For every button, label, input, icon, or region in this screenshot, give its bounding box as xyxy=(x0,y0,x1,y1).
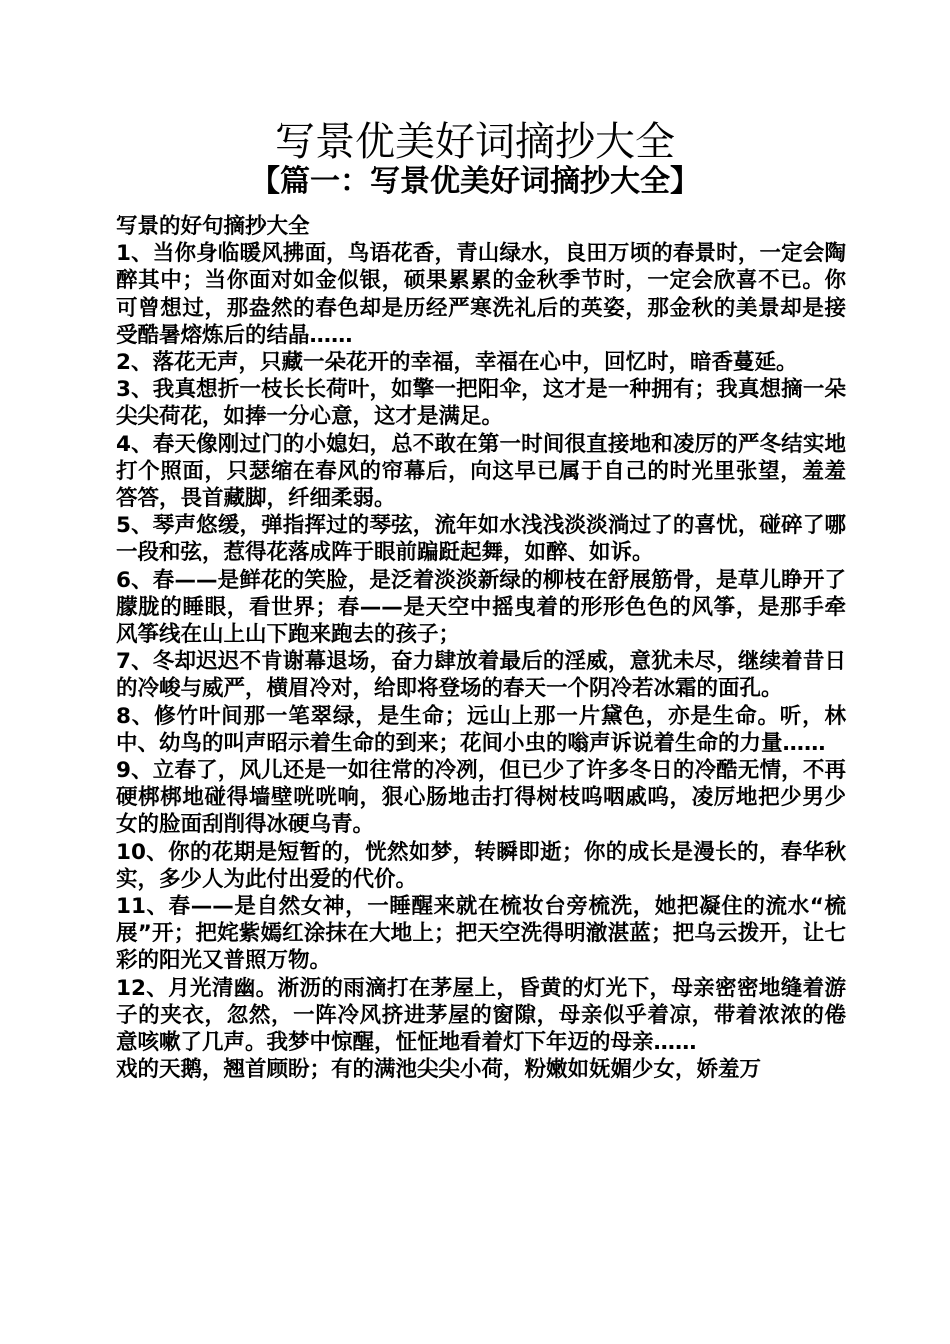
paragraph-4: 4、春天像刚过门的小媳妇，总不敢在第一时间很直接地和凌厉的严冬结实地打个照面，只瑟缩在春风的帘幕后，向这早已属于自己的时光里张望，羞羞答答，畏首藏脚，纤细柔弱。 xyxy=(116,431,846,512)
paragraph-6: 6、春——是鲜花的笑脸，是泛着淡淡新绿的柳枝在舒展筋骨，是草儿睁开了朦胧的睡眼，看世界；春——是天空中摇曳着的形形色色的风筝，是那手牵风筝线在山上山下跑来跑去的孩子； xyxy=(116,567,846,648)
document-body xyxy=(116,213,846,1084)
paragraph-9: 9、立春了，风儿还是一如往常的冷冽，但已少了许多冬日的冷酷无情，不再硬梆梆地碰得墙壁咣咣响，狠心肠地击打得树枝呜咽戚呜，凌厉地把少男少女的脸面刮削得冰硬乌青。 xyxy=(116,758,846,838)
paragraph-7: 7、冬却迟迟不肯谢幕退场，奋力肆放着最后的淫威，意犹未尽，继续着昔日的冷峻与威严，横眉冷对，给即将登场的春天一个阴冷若冰霜的面孔。 xyxy=(116,649,846,702)
paragraph-10: 10、你的花期是短暂的，恍然如梦，转瞬即逝；你的成长是漫长的，春华秋实，多少人为此付出爱的代价。 xyxy=(116,839,846,892)
paragraph-12: 12、月光清幽。淅沥的雨滴打在茅屋上，昏黄的灯光下，母亲密密地缝着游子的夹衣，忽然，一阵冷风挤进茅屋的窗隙，母亲似乎着凉，带着浓浓的倦意咳嗽了几声。我梦中惊醒，怔怔地看着灯下年迈的母亲…… xyxy=(116,975,846,1056)
document-subtitle: 【篇一：写景优美好词摘抄大全】 xyxy=(250,164,700,199)
paragraph-fragment: 戏的天鹅，翘首顾盼；有的满池尖尖小荷，粉嫩如妩媚少女，娇羞万 xyxy=(116,1057,762,1083)
paragraph-5: 5、琴声悠缓，弹指挥过的琴弦，流年如水浅浅淡淡淌过了的喜忧，碰碎了哪一段和弦，惹得花落成阵于眼前蹁跹起舞，如醉、如诉。 xyxy=(116,513,846,566)
paragraph-3: 3、我真想折一枝长长荷叶，如擎一把阳伞，这才是一种拥有；我真想摘一朵尖尖荷花，如捧一分心意，这才是满足。 xyxy=(116,377,846,430)
paragraph-11: 11、春——是自然女神，一睡醒来就在梳妆台旁梳洗，她把凝住的流水“梳展”开；把姹紫嫣红涂抹在大地上；把天空洗得明澈湛蓝；把乌云拨开，让七彩的阳光又普照万物。 xyxy=(116,894,846,974)
section-heading: 写景的好句摘抄大全 xyxy=(116,214,310,239)
paragraph-1: 1、当你身临暖风拂面，鸟语花香，青山绿水，良田万顷的春景时，一定会陶醉其中；当你面对如金似银，硕果累累的金秋季节时，一定会欣喜不已。你可曾想过，那盎然的春色却是历经严寒洗礼后的英姿，那金秋的美景却是接受酷暑熔炼后的结晶…… xyxy=(116,241,846,348)
paragraph-2: 2、落花无声，只藏一朵花开的幸福，幸福在心中，回忆时，暗香蔓延。 xyxy=(116,350,798,376)
paragraph-8: 8、修竹叶间那一笔翠绿，是生命；远山上那一片黛色，亦是生命。听，林中、幼鸟的叫声昭示着生命的到来；花间小虫的嗡声诉说着生命的力量…… xyxy=(116,703,846,756)
document-title: 写景优美好词摘抄大全 xyxy=(275,119,675,165)
